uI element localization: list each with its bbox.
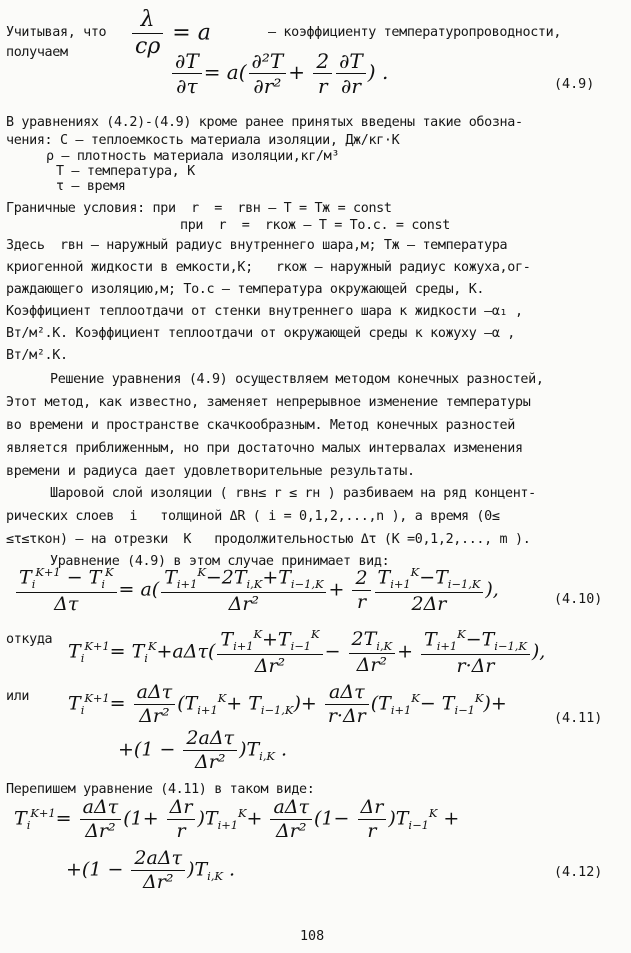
equation-4-12-cont: +(1 − 2aΔτ Δr² )$T_{i,K}$ . — [66, 847, 236, 893]
text-line: Шаровой слой изоляции ( rвн≤ r ≤ rн ) разбиваем на ряд концент- — [50, 486, 536, 501]
text-line: раждающего изоляцию,м; То.с – температура окружающей среды, К. — [6, 282, 485, 297]
page-number: 108 — [300, 929, 325, 944]
equation-4-11-cont: +(1 − 2aΔτ Δr² )$T_{i,K}$ . — [118, 727, 288, 773]
equation-lambda-ratio: $\frac{\lambda}{c\rho}$ = a — [130, 8, 211, 59]
text-line: T – температура, К — [56, 164, 195, 179]
text-line: является приближенным, но при достаточно малых интервалах изменения — [6, 441, 523, 456]
equation-number: (4.11) — [554, 711, 603, 726]
text-line: Решение уравнения (4.9) осуществляем методом конечных разностей, — [50, 372, 544, 387]
equation-4-12: $T_i^{K+1}=$ aΔτ Δr² (1+ $\frac{\Delta r}{r}$ )$T_{i+1}^K+$ aΔτ Δr² (1− $\frac{\Delta r}{r}$ )$T_{i-1}^K$ + — [14, 796, 460, 842]
equation-number: (4.12) — [554, 865, 603, 880]
text-line: рических слоев i толщиной ΔR ( i = 0,1,2,...,n ), а время (0≤ — [6, 509, 500, 524]
equation-4-9: $\frac{\partial T}{\partial\tau}$ = a( $\frac{\text{∂²T}}{\text{∂r²}}$ + $\frac{2}{r}$ $\frac{\partial T}{\partial r}$ ) . — [170, 50, 388, 97]
text-line: Этот метод, как известно, заменяет непрерывное изменение температуры — [6, 395, 531, 410]
text-line: Уравнение (4.9) в этом случае принимает вид: — [50, 554, 390, 569]
text-line: τ – время — [56, 179, 126, 194]
text-line: Коэффициент теплоотдачи от стенки внутреннего шара к жидкости –α₁ , — [6, 304, 523, 319]
text-line: Вт/м².К. Коэффициент теплоотдачи от окружающей среды к кожуху –α , — [6, 326, 515, 341]
text-line: Граничные условия: при r = rвн – Т = Тж = const — [6, 201, 392, 216]
text-line: во времени и пространстве скачкообразным. Метод конечных разностей — [6, 418, 515, 433]
text-line: времени и радиуса дает удовлетворительные результаты. — [6, 464, 415, 479]
equation-otkuda: $T_i^{K+1}= T_i^K+a\Delta\tau$( $\frac{T_{i+1}^K+T_{i-1}^K}{\text{Δr²}}$ − $\frac{2T_{i,K}}{\text{Δr²}}$ + $\frac{T_{i+1}^K-T_{i-1,K}}{r\cdot\Delta r}$ ), — [68, 627, 546, 677]
text-line: или — [6, 689, 30, 704]
text-line: чения: C – теплоемкость материала изоляции, Дж/кг·К — [6, 133, 400, 148]
text-line: ≤τ≤τкон) – на отрезки K продолжительностью Δτ (K =0,1,2,..., m ). — [6, 532, 531, 547]
text-line: криогенной жидкости в емкости,К; rкож – наружный радиус кожуха,ог- — [6, 260, 531, 275]
text-line: Учитывая, что — [6, 25, 107, 40]
equation-4-11: $T_i^{K+1}=$ aΔτ Δr² $(T_{i+1}^K+ T_{i-1,K})+$ aΔτ r·Δr $(T_{i+1}^K- T_{i-1}^K)+$ — [68, 681, 507, 727]
text-line: Перепишем уравнение (4.11) в таком виде: — [6, 782, 315, 797]
equation-number: (4.9) — [554, 77, 595, 92]
text-line: Здесь rвн – наружный радиус внутреннего шара,м; Тж – температура — [6, 238, 508, 253]
text-line: – коэффициенту температуропроводности, — [268, 25, 562, 40]
text-line: откуда — [6, 632, 53, 647]
equation-number: (4.10) — [554, 592, 603, 607]
text-line: получаем — [6, 45, 68, 60]
equation-4-10: $T_i^{K+1} - T_i^K$ Δτ = a( $\frac{T_{i+1}^K-2T_{i,K}+T_{i-1,K}}{\text{Δr²}}$ + $\frac{2}{r}$ $\frac{T_{i+1}^K-T_{i-1,K}}{2\Delta r}$ ), — [14, 566, 499, 615]
text-line: при r = rкож – Т = То.с. = const — [180, 218, 450, 233]
text-line: Вт/м².К. — [6, 348, 68, 363]
text-line: В уравнениях (4.2)-(4.9) кроме ранее принятых введены такие обозна- — [6, 115, 523, 130]
text-line: ρ – плотность материала изоляции,кг/м³ — [46, 149, 340, 164]
